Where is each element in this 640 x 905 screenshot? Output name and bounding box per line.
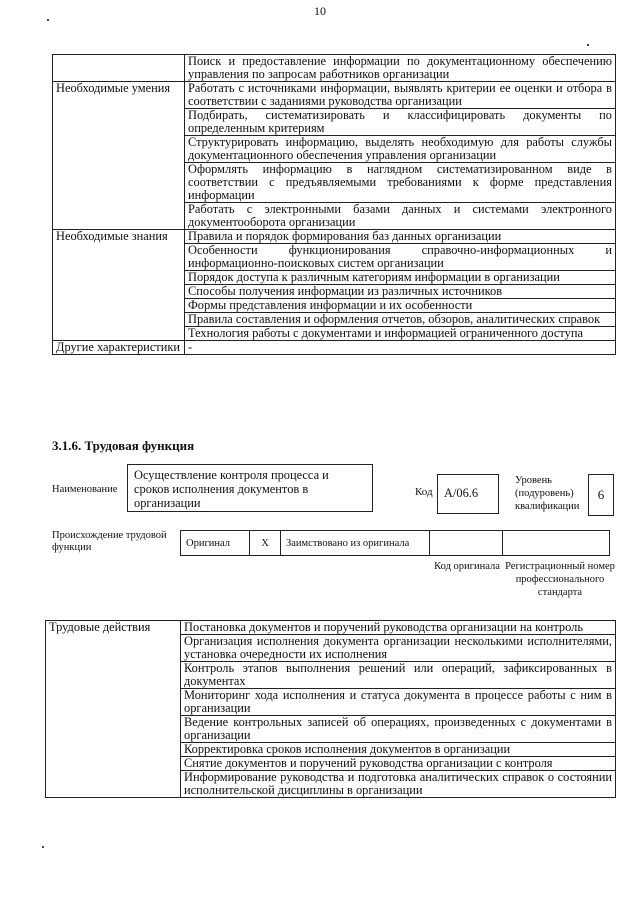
knowledge-item: Формы представления информации и их особенности [185,299,616,313]
knowledge-item: Способы получения информации из различных источников [185,285,616,299]
scan-speck [587,44,589,46]
knowledge-item: Порядок доступа к различным категориям информации в организации [185,271,616,285]
origin-table [180,530,610,556]
other-label: Другие характеристики [53,341,185,355]
x-mark: X [250,531,281,556]
function-name-box: Осуществление контроля процесса и сроков исполнения документов в организации [127,464,373,512]
knowledge-item: Правила составления и оформления отчетов, обзоров, аналитических справок [185,313,616,327]
table-row [53,230,616,244]
code-box: А/06.6 [437,474,499,514]
knowledge-item: Технология работы с документами и информацией ограниченного доступа [185,327,616,341]
action-item: Корректировка сроков исполнения документов в организации [181,743,616,757]
skill-item: Работать с электронными базами данных и системами электронного документооборота организации [185,203,616,230]
scan-speck [42,846,44,848]
section-title: 3.1.6. Трудовая функция [52,438,195,453]
code-label: Код [415,486,433,498]
knowledge-item: Правила и порядок формирования баз данных организации [185,230,616,244]
level-label: Уровень (подуровень) квалификации [515,475,580,512]
skill-item: Структурировать информацию, выделять необходимую для работы службы документационного обеспечения управления организации [185,136,616,163]
reg-number-cell [503,531,610,556]
name-label: Наименование [52,484,118,495]
requirements-table [52,54,616,355]
level-box: 6 [588,474,614,516]
action-item: Постановка документов и поручений руководства организации на контроль [181,621,616,635]
knowledge-label: Необходимые знания [53,230,185,341]
action-item: Ведение контрольных записей об операциях, произведенных с документами в организации [181,716,616,743]
table-row [53,82,616,109]
action-item: Снятие документов и поручений руководства организации с контроля [181,757,616,771]
original-code-cell [430,531,503,556]
skills-label: Необходимые умения [53,82,185,230]
skill-item: Оформлять информацию в наглядном систематизированном виде в соответствии с предъявляемыми требованиями к форме представления информации [185,163,616,203]
continuation-cell: Поиск и предоставление информации по документационному обеспечению управления по запросам работников организации [185,55,616,82]
action-item: Организация исполнения документа организации несколькими исполнителями, установка очередности их исполнения [181,635,616,662]
table-row [53,55,616,82]
table-row [46,621,616,635]
skill-item: Подбирать, систематизировать и классифицировать документы по определенным критериям [185,109,616,136]
action-item: Информирование руководства и подготовка аналитических справок о состоянии исполнительской дисциплины в организации [181,771,616,798]
skill-item: Работать с источниками информации, выявлять критерии ее оценки и отбора в соответствии с заданиями руководства организации [185,82,616,109]
page-number: 10 [314,4,326,18]
action-item: Контроль этапов выполнения решений или операций, зафиксированных в документах [181,662,616,689]
original-cell: Оригинал [181,531,250,556]
table-row [53,341,616,355]
scan-speck [47,19,49,21]
other-value: - [185,341,616,355]
actions-label: Трудовые действия [46,621,181,798]
code-caption: Код оригинала [434,561,500,572]
borrowed-cell: Заимствовано из оригинала [281,531,430,556]
knowledge-item: Особенности функционирования справочно-информационных и информационно-поисковых систем организации [185,244,616,271]
origin-label: Происхождение трудовой функции [52,530,167,553]
reg-caption: Регистрационный номер профессионального стандарта [505,561,615,598]
empty-label-cell [53,55,185,82]
action-item: Мониторинг хода исполнения и статуса документа в процессе работы с ним в организации [181,689,616,716]
actions-table [45,620,616,798]
